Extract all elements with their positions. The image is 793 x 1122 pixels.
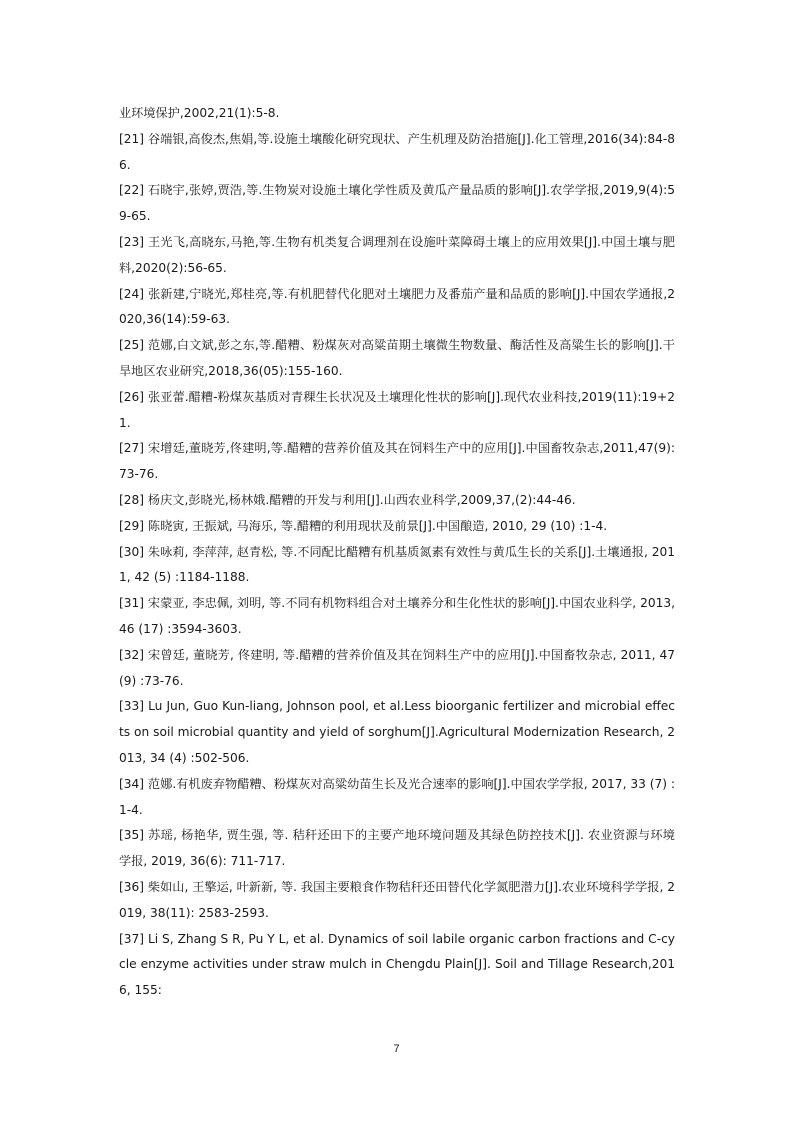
reference-entry: [37] Li S, Zhang S R, Pu Y L, et al. Dynamics of soil labile organic carbon fractions and C-cycle enzyme activities under straw mulch in Chengdu Plain[J]. Soil and Tillage Research,2016, 155: — [119, 931, 675, 998]
reference-entry: [21] 谷端银,高俊杰,焦娟,等.设施土壤酸化研究现状、产生机理及防治措施[J].化工管理,2016(34):84-86. — [119, 131, 675, 172]
reference-entry: [25] 范娜,白文斌,彭之东,等.醋糟、粉煤灰对高粱苗期土壤微生物数量、酶活性及高粱生长的影响[J].干旱地区农业研究,2018,36(05):155-160. — [119, 338, 675, 378]
reference-entry: [31] 宋蒙亚, 李忠佩, 刘明, 等.不同有机物料组合对土壤养分和生化性状的影响[J].中国农业科学, 2013, 46 (17) :3594-3603. — [119, 596, 675, 636]
reference-entry: [32] 宋曾廷, 董晓芳, 佟建明, 等.醋糟的营养价值及其在饲料生产中的应用[J].中国畜牧杂志, 2011, 47 (9) :73-76. — [119, 647, 675, 688]
reference-entry: [22] 石晓宇,张婷,贾浩,等.生物炭对设施土壤化学性质及黄瓜产量品质的影响[J].农学学报,2019,9(4):59-65. — [119, 183, 675, 224]
reference-list — [119, 101, 675, 1004]
page-number: 7 — [393, 1043, 400, 1055]
reference-entry: [28] 杨庆文,彭晓光,杨林娥.醋糟的开发与利用[J].山西农业科学,2009,37,(2):44-46. — [119, 492, 576, 507]
reference-entry: [27] 宋增廷,董晓芳,佟建明,等.醋糟的营养价值及其在饲料生产中的应用[J].中国畜牧杂志,2011,47(9):73-76. — [119, 441, 675, 482]
reference-entry: [30] 朱咏莉, 李萍萍, 赵青松, 等.不同配比醋糟有机基质氮素有效性与黄瓜生长的关系[J].土壤通报, 2011, 42 (5) :1184-1188. — [119, 544, 675, 585]
reference-entry: [33] Lu Jun, Guo Kun-liang, Johnson pool, et al.Less bioorganic fertilizer and microbial effects on soil microbial quantity and yield of sorghum[J].Agricultural Modernization Research, 2013, 34 (4) :502-506. — [119, 699, 675, 765]
reference-entry: [24] 张新建,宁晓光,郑桂亮,等.有机肥替代化肥对土壤肥力及番茄产量和品质的影响[J].中国农学通报,2020,36(14):59-63. — [119, 286, 675, 327]
reference-entry: [36] 柴如山, 王擎运, 叶新新, 等. 我国主要粮食作物秸秆还田替代化学氮肥潜力[J].农业环境科学学报, 2019, 38(11): 2583-2593. — [119, 879, 675, 920]
reference-entry: [29] 陈晓寅, 王振斌, 马海乐, 等.醋糟的利用现状及前景[J].中国酿造, 2010, 29 (10) :1-4. — [119, 518, 608, 533]
reference-entry: [35] 苏瑶, 杨艳华, 贾生强, 等. 秸秆还田下的主要产地环境问题及其绿色防控技术[J]. 农业资源与环境学报, 2019, 36(6): 711-717. — [119, 828, 675, 869]
reference-entry: 业环境保护,2002,21(1):5-8. — [119, 106, 280, 120]
reference-entry: [34] 范娜.有机废弃物醋糟、粉煤灰对高粱幼苗生长及光合速率的影响[J].中国农学学报, 2017, 33 (7) :1-4. — [119, 776, 675, 817]
reference-entry: [23] 王光飞,高晓东,马艳,等.生物有机类复合调理剂在设施叶菜障碍土壤上的应用效果[J].中国土壤与肥料,2020(2):56-65. — [119, 234, 675, 275]
reference-entry: [26] 张亚蕾.醋糟-粉煤灰基质对青稞生长状况及土壤理化性状的影响[J].现代农业科技,2019(11):19+21. — [119, 389, 675, 430]
